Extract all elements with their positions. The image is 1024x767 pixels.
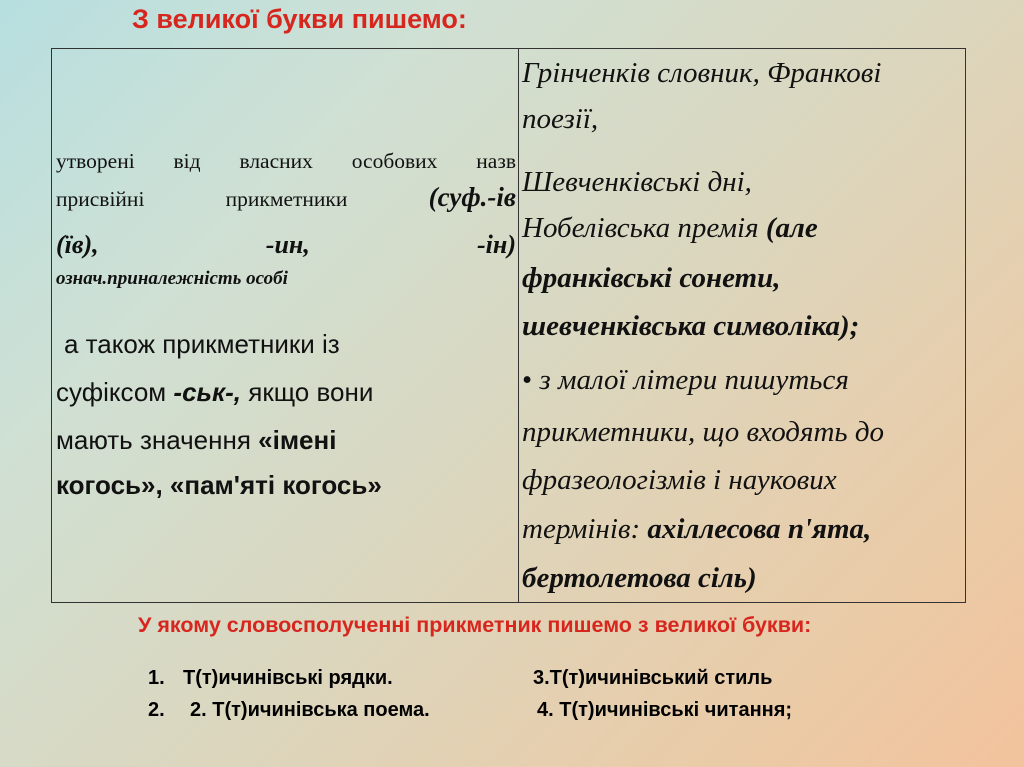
right-line-9: фразеологізмів і наукових — [522, 464, 837, 496]
right-line-8: прикметники, що входять до — [522, 416, 885, 448]
meaning-note: означ.приналежність особі — [56, 268, 288, 289]
suffix-note: (суф.-ів — [428, 182, 516, 212]
right-line-3: Шевченківські дні, — [522, 166, 752, 198]
text: суфіксом — [56, 377, 174, 407]
left-p2-line-4: когось», «пам'яті когось» — [56, 470, 382, 500]
text: мають значення — [56, 425, 259, 455]
word: присвійні — [56, 187, 145, 211]
page-title: З великої букви пишемо: — [132, 4, 467, 34]
word: прикметники — [225, 187, 348, 211]
option-2-number: 2. — [148, 699, 165, 721]
suffix-sk: -ськ-, — [173, 377, 242, 407]
suffix: -ін) — [477, 230, 516, 259]
right-line-10 — [522, 513, 871, 546]
right-line-11: бертолетова сіль) — [522, 562, 757, 594]
word: назв — [476, 149, 516, 173]
bullet: • — [522, 364, 533, 396]
left-p2-line-1: а також прикметники із — [64, 329, 340, 359]
left-line-3 — [56, 232, 516, 258]
meaning-quote: «імені — [258, 425, 337, 455]
text: термінів: — [522, 513, 648, 545]
left-line-2 — [56, 184, 516, 212]
option-3: 3.Т(т)ичинівський стиль — [533, 667, 773, 689]
right-line-5: франківські сонети, — [522, 262, 781, 294]
term-example: ахіллесова п'ята, — [647, 513, 872, 545]
option-2: 2. Т(т)ичинівська поема. — [190, 699, 430, 721]
left-p2-line-3 — [56, 425, 516, 456]
rules-table — [51, 48, 966, 603]
word: особових — [351, 149, 438, 173]
suffix: -ин, — [265, 230, 310, 259]
text: з малої літери пишуться — [532, 364, 849, 396]
question-text: У якому словосполученні прикметник пишемо з великої букви: — [138, 613, 812, 637]
right-line-7 — [522, 364, 849, 397]
text: якщо вони — [241, 377, 374, 407]
right-line-4 — [522, 212, 818, 245]
column-divider — [518, 49, 519, 602]
right-line-2: поезії, — [522, 103, 599, 135]
right-line-6: шевченківська символіка); — [522, 310, 860, 342]
left-p2-line-2 — [56, 377, 516, 408]
text: Нобелівська премія — [522, 212, 766, 244]
option-1-number: 1. — [148, 667, 165, 689]
suffix: (їв), — [56, 230, 99, 259]
word: утворені — [56, 149, 135, 173]
left-line-1 — [56, 148, 516, 174]
word: від — [173, 149, 201, 173]
option-4: 4. Т(т)ичинівські читання; — [537, 699, 793, 721]
exception-open: (але — [765, 212, 818, 244]
option-1: Т(т)ичинівські рядки. — [183, 667, 393, 689]
right-line-1: Грінченків словник, Франкові — [522, 57, 882, 89]
word: власних — [239, 149, 313, 173]
